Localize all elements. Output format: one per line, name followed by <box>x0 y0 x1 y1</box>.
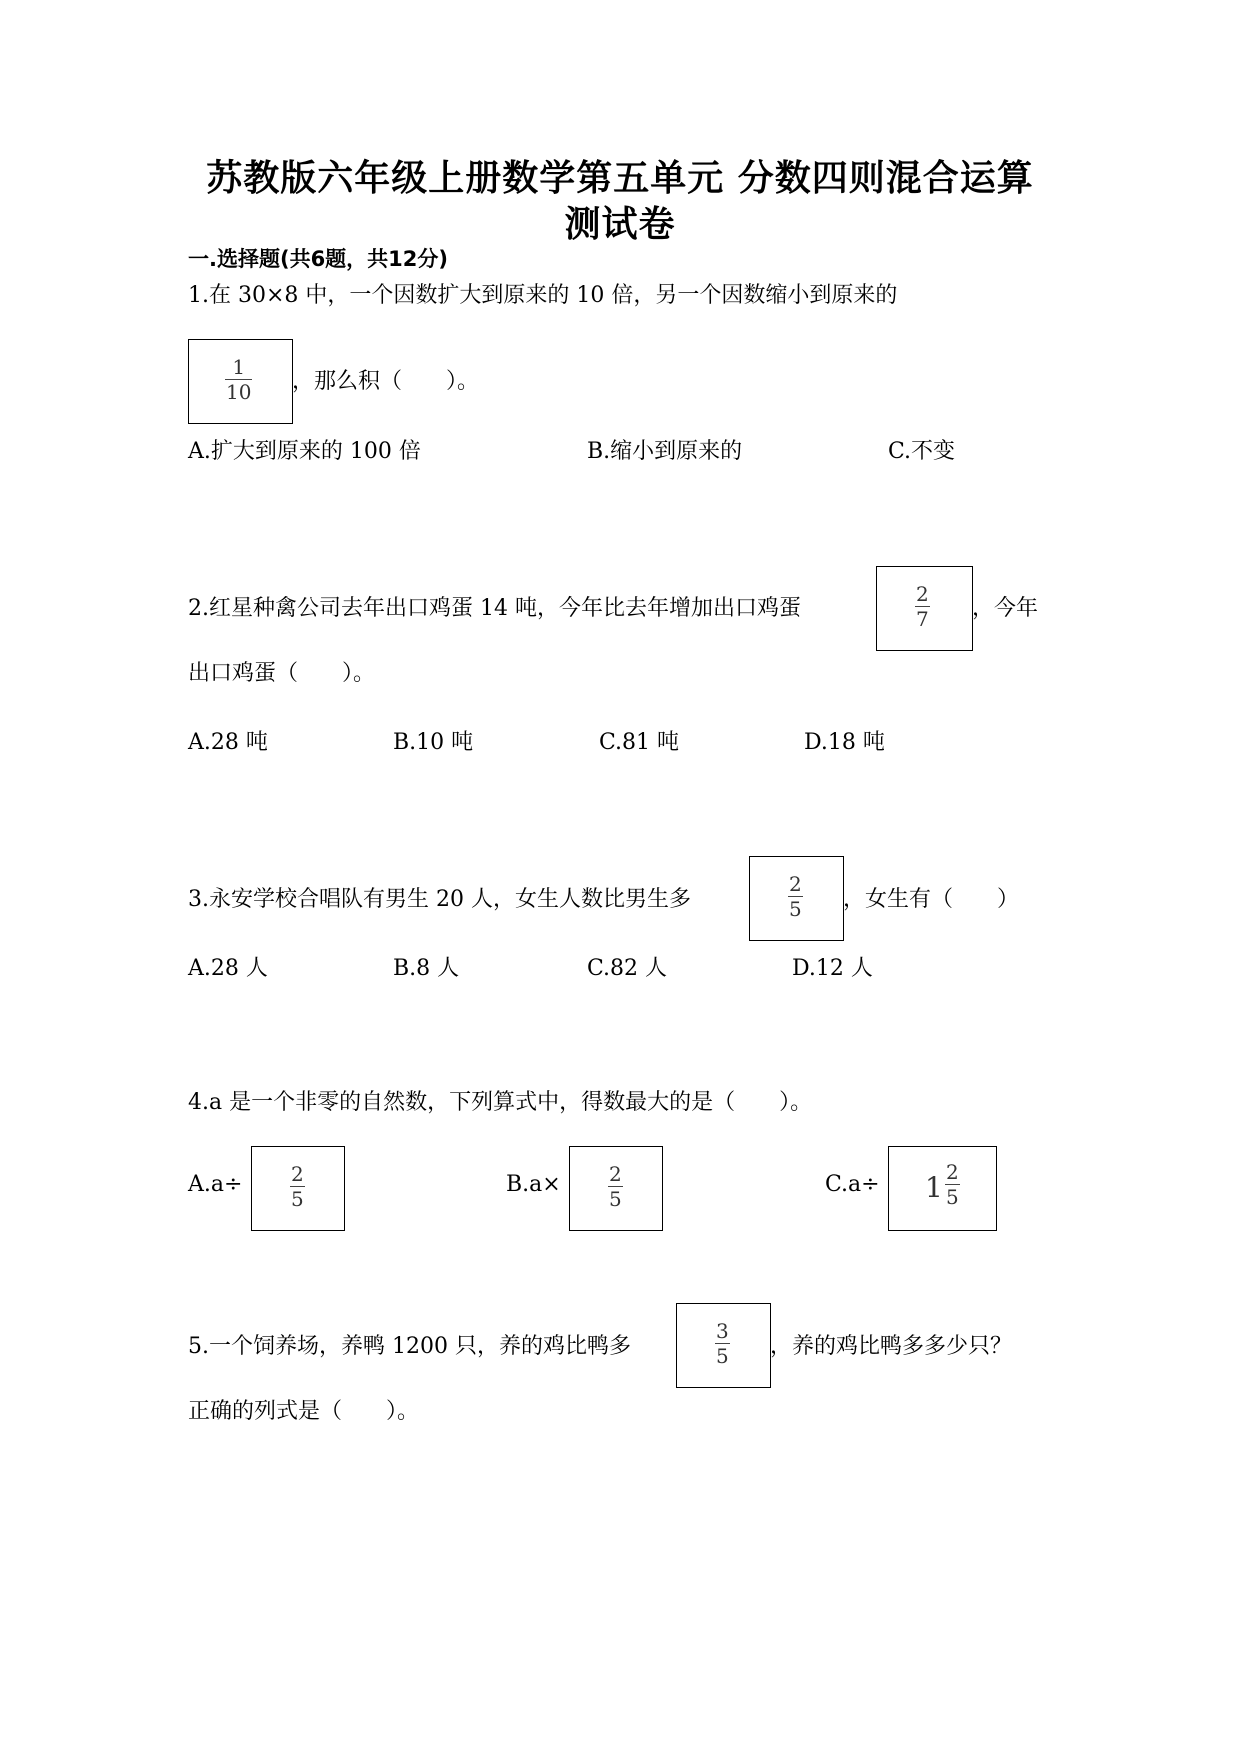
fraction-image-box <box>251 1146 345 1231</box>
question-1-stem: 1.在 30×8 中，一个因数扩大到原来的 10 倍，另一个因数缩小到原来的 <box>188 283 898 308</box>
option-a[interactable]: A.a÷ <box>188 1172 243 1197</box>
option-b[interactable]: B.缩小到原来的 <box>587 439 743 464</box>
fraction <box>788 874 803 919</box>
fraction-denominator: 5 <box>609 1187 622 1211</box>
fraction <box>290 1164 305 1209</box>
fraction-numerator: 2 <box>291 1162 304 1186</box>
fraction <box>225 357 252 402</box>
question-4-stem: 4.a 是一个非零的自然数，下列算式中，得数最大的是（ ）。 <box>188 1090 813 1115</box>
option-d[interactable]: D.12 人 <box>792 956 873 981</box>
option-b[interactable]: B.a× <box>506 1172 561 1197</box>
fraction-numerator: 3 <box>716 1319 729 1343</box>
question-3-stem-end: ，女生有（ ） <box>843 887 1020 912</box>
option-b[interactable]: B.10 吨 <box>393 730 474 755</box>
mixed-number-whole: 1 <box>925 1171 943 1204</box>
question-2-stem-line2: 出口鸡蛋（ ）。 <box>188 661 376 686</box>
fraction-image-box <box>569 1146 663 1231</box>
fraction <box>915 584 930 629</box>
page-title-line2: 测试卷 <box>564 204 676 245</box>
fraction-image-box <box>749 856 844 941</box>
fraction <box>715 1321 730 1366</box>
fraction-numerator: 2 <box>609 1162 622 1186</box>
option-a[interactable]: A.扩大到原来的 100 倍 <box>188 439 421 464</box>
option-c[interactable]: C.不变 <box>888 439 956 464</box>
section-heading: 一.选择题(共6题，共12分) <box>188 247 449 271</box>
fraction-image-box <box>676 1303 771 1388</box>
fraction-image-box <box>188 339 293 424</box>
fraction-numerator: 2 <box>789 872 802 896</box>
fraction-numerator: 2 <box>916 582 929 606</box>
fraction-denominator: 5 <box>716 1344 729 1368</box>
question-3-stem: 3.永安学校合唱队有男生 20 人，女生人数比男生多 <box>188 887 691 912</box>
option-c[interactable]: C.a÷ <box>825 1172 880 1197</box>
question-5-stem-end: ，养的鸡比鸭多多少只？ <box>770 1334 1013 1359</box>
option-a[interactable]: A.28 吨 <box>188 730 268 755</box>
fraction <box>608 1164 623 1209</box>
fraction-image-box <box>876 566 973 651</box>
fraction-denominator: 10 <box>226 380 252 404</box>
page-title: 苏教版六年级上册数学第五单元 分数四则混合运算 <box>206 158 1034 199</box>
question-5-stem-line2: 正确的列式是（ ）。 <box>188 1399 420 1424</box>
option-c[interactable]: C.82 人 <box>587 956 668 981</box>
option-b[interactable]: B.8 人 <box>393 956 460 981</box>
fraction <box>945 1162 960 1207</box>
option-c[interactable]: C.81 吨 <box>599 730 680 755</box>
option-a[interactable]: A.28 人 <box>188 956 268 981</box>
fraction-image-box <box>888 1146 997 1231</box>
question-2-stem: 2.红星种禽公司去年出口鸡蛋 14 吨，今年比去年增加出口鸡蛋 <box>188 596 801 621</box>
fraction-denominator: 7 <box>916 607 929 631</box>
fraction-denominator: 5 <box>291 1187 304 1211</box>
fraction-numerator: 2 <box>946 1160 959 1184</box>
fraction-denominator: 5 <box>789 897 802 921</box>
fraction-denominator: 5 <box>946 1185 959 1209</box>
question-5-stem: 5.一个饲养场，养鸭 1200 只，养的鸡比鸭多 <box>188 1334 631 1359</box>
fraction-numerator: 1 <box>232 355 246 379</box>
option-d[interactable]: D.18 吨 <box>804 730 885 755</box>
question-1-stem-end: ，那么积（ ）。 <box>292 369 480 394</box>
question-2-stem-end: ，今年 <box>972 596 1039 621</box>
